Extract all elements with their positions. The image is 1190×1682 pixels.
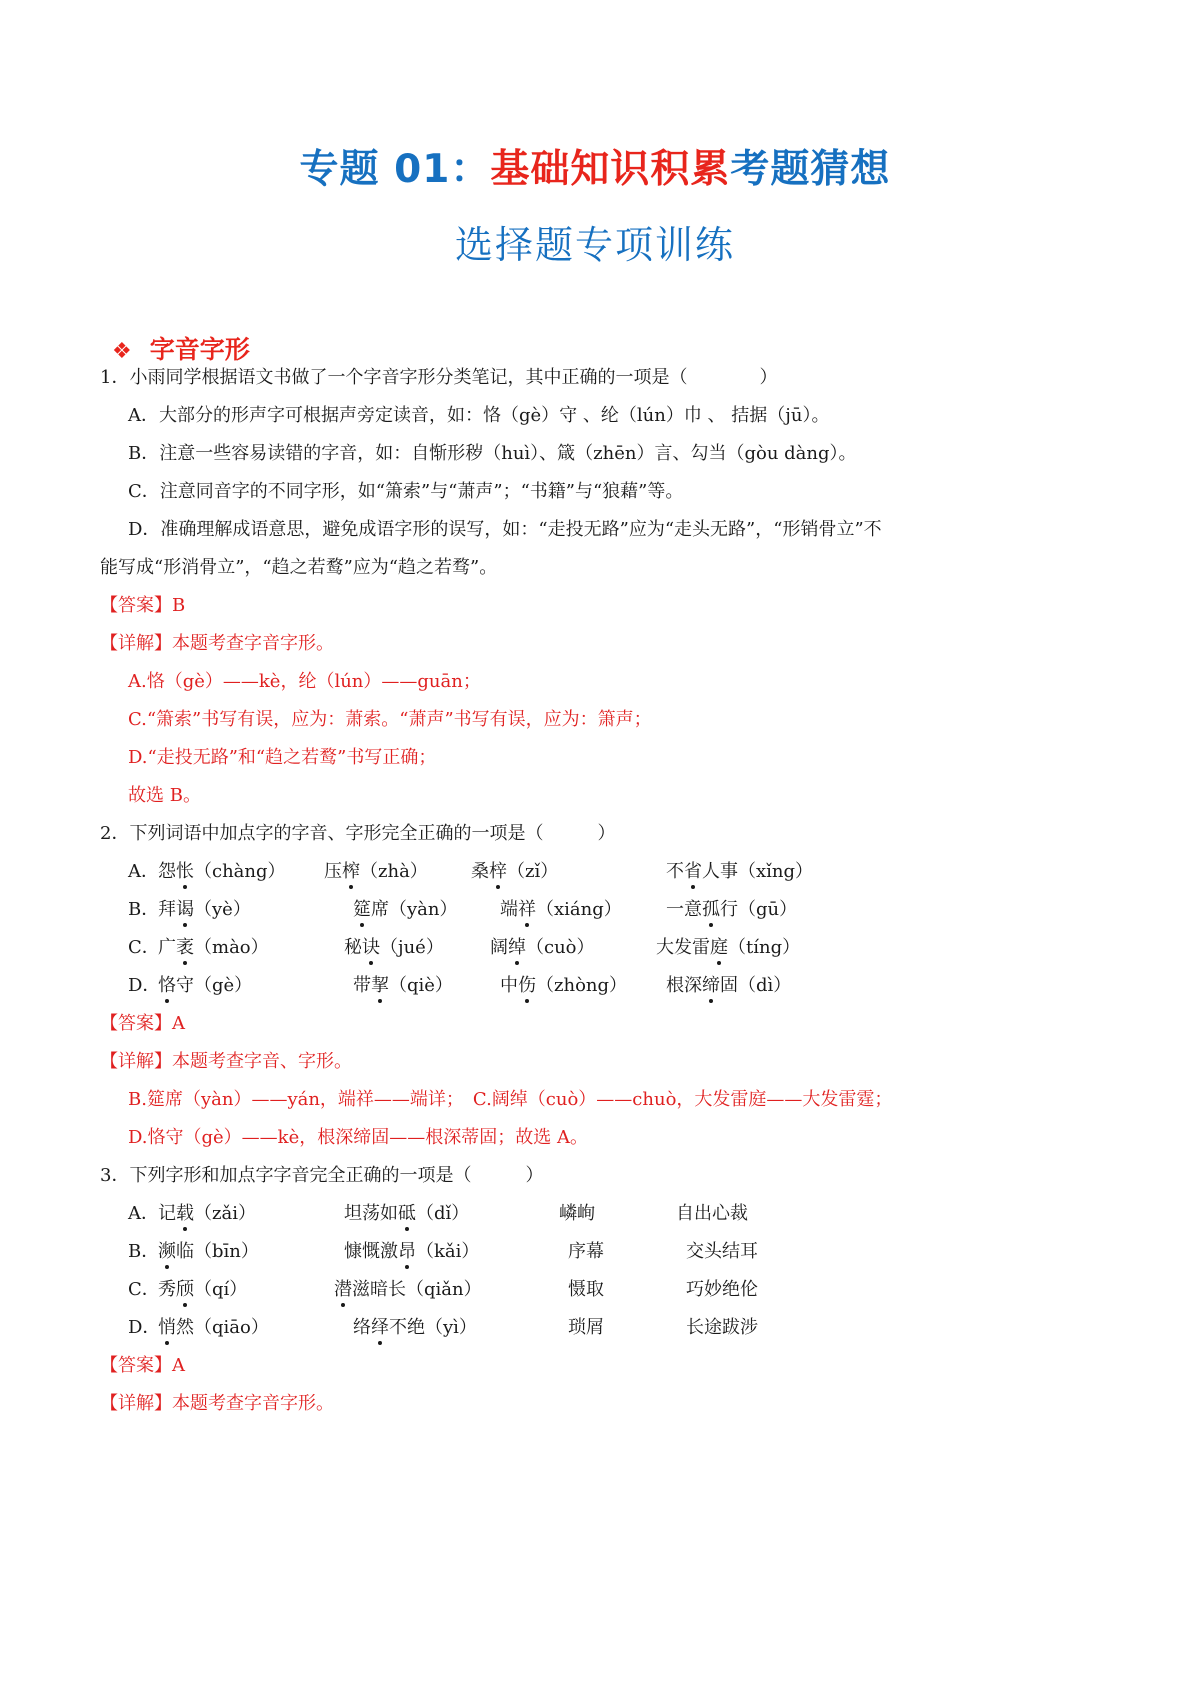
q3-detail	[100, 1392, 334, 1416]
q1-option-d-line1: D．准确理解成语意思，避免成语字形的误写，如：“走投无路”应为“走头无路”，“形销骨立”不	[128, 519, 882, 540]
q3-stem: 3．下列字形和加点字字音完全正确的一项是（ ）	[100, 1165, 544, 1186]
q2-a-label: A．	[128, 861, 159, 882]
q1-explain-a: A.恪（gè）——kè，纶（lún）——guān；	[128, 671, 481, 692]
q2-c-word2: 秘诀（jué）	[344, 937, 444, 958]
q3-detail-label: 【详解】	[100, 1393, 172, 1414]
q3-a-word1: 记载（zǎi）	[158, 1203, 256, 1224]
q2-a-word2: 压榨（zhà）	[324, 861, 428, 882]
page-title	[0, 138, 1190, 194]
q2-b-label: B．	[128, 899, 160, 920]
q1-detail	[100, 632, 334, 656]
q2-c-word4: 大发雷庭（tíng）	[656, 937, 801, 958]
section-heading	[112, 330, 250, 366]
q2-b-word3: 端祥（xiáng）	[500, 899, 622, 920]
q3-d-label: D．	[128, 1317, 161, 1338]
q3-b-word2: 慷慨激昂（kǎi）	[344, 1241, 480, 1262]
q3-b-word3: 序幕	[568, 1241, 604, 1262]
q2-b-word4: 一意孤行（gū）	[666, 899, 798, 920]
section-heading-text: 字音字形	[149, 335, 250, 364]
q3-d-word4: 长途跋涉	[686, 1317, 758, 1338]
q2-answer: 【答案】A	[100, 1013, 185, 1034]
q3-a-word4: 自出心裁	[676, 1203, 748, 1224]
q3-a-word2: 坦荡如砥（dǐ）	[344, 1203, 470, 1224]
q3-d-word2: 络绎不绝（yì）	[353, 1317, 477, 1338]
q3-b-label: B．	[128, 1241, 160, 1262]
q2-a-word3: 桑梓（zǐ）	[471, 861, 559, 882]
q3-d-word3: 琐屑	[568, 1317, 604, 1338]
q3-a-word3: 嶙峋	[559, 1203, 595, 1224]
q3-b-word1: 濒临（bīn）	[158, 1241, 259, 1262]
q2-b-word1: 拜谒（yè）	[158, 899, 251, 920]
q2-a-word4: 不省人事（xǐng）	[666, 861, 814, 882]
q2-d-word1: 恪守（gè）	[158, 975, 253, 996]
q2-c-word1: 广袤（mào）	[158, 937, 269, 958]
q3-b-word4: 交头结耳	[686, 1241, 758, 1262]
q2-a-word1: 怨怅（chàng）	[158, 861, 286, 882]
q3-detail-text: 本题考查字音字形。	[172, 1393, 334, 1414]
q2-d-label: D．	[128, 975, 161, 996]
q1-detail-text: 本题考查字音字形。	[172, 633, 334, 654]
q1-explain-d: D.“走投无路”和“趋之若鹜”书写正确；	[128, 747, 437, 768]
q2-explain-bc: B.筵席（yàn）——yán，端祥——端详； C.阔绰（cuò）——chuò，大发雷庭——大发雷霆；	[128, 1089, 893, 1110]
q2-d-word2: 带挈（qiè）	[353, 975, 453, 996]
q3-c-word3: 慑取	[568, 1279, 604, 1300]
q3-a-label: A．	[128, 1203, 159, 1224]
diamond-bullet-icon: ❖	[112, 339, 132, 364]
q3-c-word2: 潜滋暗长（qiǎn）	[334, 1279, 482, 1300]
title-prefix: 专题 01：	[299, 147, 491, 192]
q1-detail-label: 【详解】	[100, 633, 172, 654]
q1-option-c: C．注意同音字的不同字形，如“箫索”与“萧声”；“书籍”与“狼藉”等。	[128, 481, 684, 502]
q3-c-word4: 巧妙绝伦	[686, 1279, 758, 1300]
q3-answer: 【答案】A	[100, 1355, 185, 1376]
q2-detail-text: 本题考查字音、字形。	[172, 1051, 352, 1072]
q3-c-label: C．	[128, 1279, 160, 1300]
q2-stem: 2．下列词语中加点字的字音、字形完全正确的一项是（ ）	[100, 823, 616, 844]
q1-answer: 【答案】B	[100, 595, 186, 616]
q2-d-word4: 根深缔固（dì）	[666, 975, 792, 996]
q1-option-d-line2: 能写成“形消骨立”，“趋之若鹜”应为“趋之若骛”。	[100, 557, 498, 578]
q2-d-word3: 中伤（zhòng）	[500, 975, 628, 996]
q2-b-word2: 筵席（yàn）	[353, 899, 458, 920]
page-subtitle: 选择题专项训练	[454, 223, 735, 267]
q1-conclusion: 故选 B。	[128, 785, 201, 806]
q2-explain-d: D.恪守（gè）——kè，根深缔固——根深蒂固；故选 A。	[128, 1127, 588, 1148]
q1-option-b: B．注意一些容易读错的字音，如：自惭形秽（huì）、箴（zhēn）言、勾当（gòu dàng）。	[128, 443, 857, 464]
title-suffix: 考题猜想	[730, 147, 891, 192]
title-red-part: 基础知识积累	[490, 147, 731, 192]
q3-d-word1: 悄然（qiāo）	[158, 1317, 269, 1338]
q1-stem: 1．小雨同学根据语文书做了一个字音字形分类笔记，其中正确的一项是（ ）	[100, 367, 778, 388]
q2-detail	[100, 1050, 352, 1074]
q2-detail-label: 【详解】	[100, 1051, 172, 1072]
q1-explain-c: C.“箫索”书写有误，应为：萧索。“萧声”书写有误，应为：箫声；	[128, 709, 652, 730]
q3-c-word1: 秀颀（qí）	[158, 1279, 248, 1300]
q2-c-label: C．	[128, 937, 160, 958]
q1-option-a: A．大部分的形声字可根据声旁定读音，如：恪（gè）守 、纶（lún）巾 、 拮据（jū）。	[128, 405, 830, 426]
q2-c-word3: 阔绰（cuò）	[490, 937, 595, 958]
